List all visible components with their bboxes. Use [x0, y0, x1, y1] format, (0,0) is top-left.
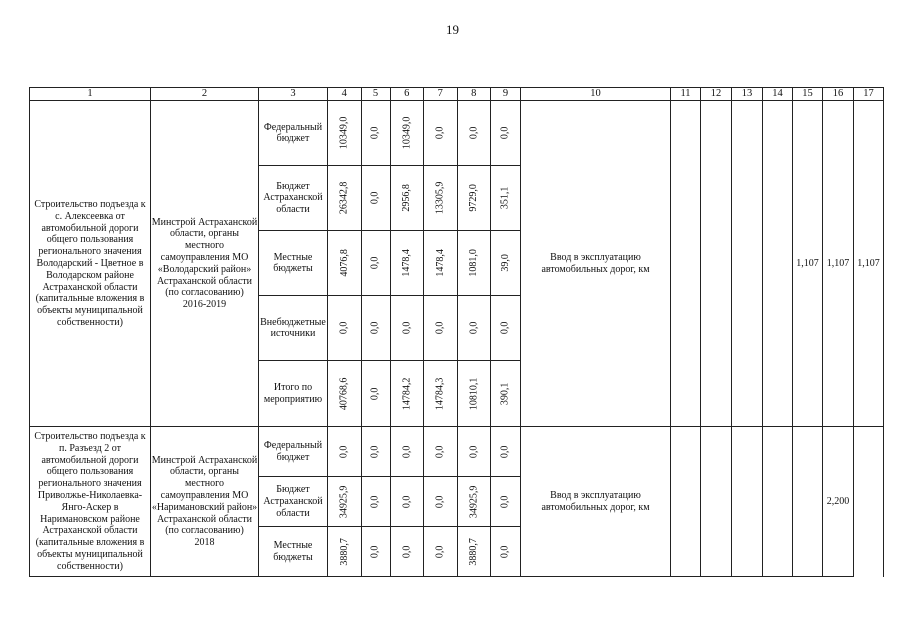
- value-cell: [390, 296, 424, 361]
- value-text: 0,0: [467, 127, 479, 140]
- column-header: 15: [793, 88, 823, 101]
- value-text: 0,0: [434, 495, 446, 509]
- target-cell: [701, 101, 732, 427]
- target-cell: [854, 427, 884, 577]
- value-cell: [361, 477, 390, 527]
- value-cell: [424, 166, 458, 231]
- table-row: [30, 101, 884, 166]
- target-cell: [793, 427, 823, 577]
- column-header: 11: [671, 88, 701, 101]
- header-row: [30, 88, 884, 101]
- target-cell: 2,200: [823, 427, 854, 577]
- target-cell: [763, 427, 793, 577]
- value-cell: [491, 166, 521, 231]
- value-cell: [328, 361, 362, 427]
- value-text: 351,1: [499, 187, 511, 210]
- funding-source: Бюджет Астраханской области: [259, 166, 328, 231]
- value-cell: [457, 527, 491, 577]
- value-cell: [361, 101, 390, 166]
- indicator-cell: Ввод в эксплуатацию автомобильных дорог, км: [521, 101, 671, 427]
- value-text: 34925,9: [467, 485, 479, 519]
- value-text: 0,0: [434, 545, 446, 559]
- budget-table: [29, 87, 884, 577]
- value-cell: [491, 477, 521, 527]
- funding-source: Местные бюджеты: [259, 527, 328, 577]
- value-cell: [424, 101, 458, 166]
- value-text: 4076,8: [338, 249, 350, 278]
- value-cell: [390, 427, 424, 477]
- target-cell: 1,107: [823, 101, 854, 427]
- value-text: 0,0: [338, 445, 350, 459]
- value-text: 40768,6: [338, 377, 350, 411]
- value-text: 0,0: [499, 445, 511, 459]
- value-cell: [491, 296, 521, 361]
- value-cell: [491, 361, 521, 427]
- value-cell: [328, 101, 362, 166]
- value-cell: [457, 231, 491, 296]
- table-row: [30, 427, 884, 477]
- target-cell: [732, 427, 763, 577]
- column-header: 4: [328, 88, 362, 101]
- column-header: 1: [30, 88, 151, 101]
- value-text: 0,0: [369, 322, 381, 335]
- value-text: 1081,0: [467, 249, 479, 278]
- funding-source: Федеральный бюджет: [259, 101, 328, 166]
- value-text: 0,0: [400, 445, 412, 459]
- column-header: 9: [491, 88, 521, 101]
- value-cell: [457, 427, 491, 477]
- value-text: 1478,4: [434, 249, 446, 278]
- column-header: 5: [361, 88, 390, 101]
- column-header: 6: [390, 88, 424, 101]
- value-text: 0,0: [400, 495, 412, 509]
- value-text: 0,0: [369, 387, 381, 401]
- value-cell: [390, 231, 424, 296]
- column-header: 14: [763, 88, 793, 101]
- value-cell: [491, 527, 521, 577]
- project-period: 2018: [194, 537, 215, 549]
- value-text: 0,0: [499, 127, 511, 140]
- funding-source: Внебюджетные источники: [259, 296, 328, 361]
- target-cell: 1,107: [793, 101, 823, 427]
- value-cell: [361, 527, 390, 577]
- column-header: 13: [732, 88, 763, 101]
- value-cell: [328, 477, 362, 527]
- value-cell: [424, 361, 458, 427]
- project-executor: [151, 101, 259, 427]
- value-text: 0,0: [369, 445, 381, 459]
- value-text: 0,0: [434, 445, 446, 459]
- value-text: 2956,8: [400, 184, 412, 213]
- value-cell: [390, 361, 424, 427]
- value-text: 10349,0: [338, 117, 350, 150]
- target-cell: [671, 427, 701, 577]
- executor-text: Минстрой Астраханской области, органы местного самоуправления МО «Наримановский район» Астраханской области (по согласованию): [151, 454, 258, 537]
- column-header: 8: [457, 88, 491, 101]
- target-cell: [763, 101, 793, 427]
- value-text: 0,0: [467, 322, 479, 335]
- value-text: 3880,7: [467, 538, 479, 566]
- target-cell: [671, 101, 701, 427]
- value-text: 14784,3: [434, 377, 446, 411]
- value-cell: [390, 166, 424, 231]
- value-text: 39,0: [499, 254, 511, 273]
- value-text: 0,0: [499, 545, 511, 559]
- column-header: 10: [521, 88, 671, 101]
- value-cell: [491, 231, 521, 296]
- value-cell: [361, 427, 390, 477]
- value-cell: [361, 166, 390, 231]
- value-text: 0,0: [467, 445, 479, 459]
- value-cell: [424, 427, 458, 477]
- value-cell: [491, 427, 521, 477]
- value-text: 0,0: [369, 192, 381, 205]
- value-text: 0,0: [400, 545, 412, 559]
- value-cell: [390, 527, 424, 577]
- value-text: 0,0: [369, 495, 381, 509]
- value-text: 1478,4: [400, 249, 412, 278]
- target-cell: [732, 101, 763, 427]
- value-cell: [491, 101, 521, 166]
- target-cell: 1,107: [854, 101, 884, 427]
- funding-source: Бюджет Астраханской области: [259, 477, 328, 527]
- value-text: 14784,2: [400, 377, 412, 411]
- project-name: Строительство подъезда к п. Разъезд 2 от автомобильной дороги общего пользования регионального значения Приволжье-Николаевка-Янго-Аскер в Наримановском районе Астраханской области (капитальные вложения в объекты муниципальной собственности): [30, 427, 151, 577]
- funding-source: Федеральный бюджет: [259, 427, 328, 477]
- value-text: 34925,9: [338, 485, 350, 519]
- value-text: 0,0: [400, 322, 412, 335]
- value-cell: [424, 477, 458, 527]
- page-number: 19: [446, 22, 459, 37]
- value-cell: [424, 231, 458, 296]
- value-text: 0,0: [434, 322, 446, 335]
- value-cell: [390, 477, 424, 527]
- column-header: 2: [151, 88, 259, 101]
- value-text: 0,0: [369, 257, 381, 270]
- column-header: 12: [701, 88, 732, 101]
- column-header: 3: [259, 88, 328, 101]
- project-executor: [151, 427, 259, 577]
- value-cell: [457, 296, 491, 361]
- value-cell: [328, 296, 362, 361]
- value-cell: [328, 527, 362, 577]
- target-cell: [701, 427, 732, 577]
- value-text: 390,1: [499, 382, 511, 406]
- value-text: 26342,8: [338, 182, 350, 215]
- value-cell: [390, 101, 424, 166]
- project-period: 2016-2019: [182, 299, 227, 311]
- value-text: 10810,1: [467, 377, 479, 411]
- column-header: 7: [424, 88, 458, 101]
- value-cell: [328, 427, 362, 477]
- value-text: 0,0: [499, 322, 511, 335]
- value-cell: [457, 361, 491, 427]
- value-text: 3880,7: [338, 538, 350, 566]
- value-cell: [457, 101, 491, 166]
- value-text: 10349,0: [400, 117, 412, 150]
- column-header: 16: [823, 88, 854, 101]
- value-text: 9729,0: [467, 184, 479, 213]
- project-name: Строительство подъезда к с. Алексеевка от автомобильной дороги общего пользования регионального значения Володарский - Цветное в Володарском районе Астраханской области (капитальные вложения в объекты муниципальной собственности): [30, 101, 151, 427]
- value-cell: [424, 296, 458, 361]
- executor-text: Минстрой Астраханской области, органы местного самоуправления МО «Володарский район» Астраханской области (по согласованию): [151, 216, 258, 299]
- value-text: 0,0: [369, 127, 381, 140]
- value-cell: [424, 527, 458, 577]
- funding-source: Итого по мероприятию: [259, 361, 328, 427]
- value-cell: [328, 231, 362, 296]
- value-cell: [361, 231, 390, 296]
- value-text: 0,0: [369, 545, 381, 559]
- value-text: 13305,9: [434, 182, 446, 215]
- value-cell: [361, 296, 390, 361]
- value-cell: [457, 166, 491, 231]
- value-text: 0,0: [499, 495, 511, 509]
- value-cell: [457, 477, 491, 527]
- value-cell: [328, 166, 362, 231]
- value-text: 0,0: [338, 322, 350, 335]
- indicator-cell: Ввод в эксплуатацию автомобильных дорог, км: [521, 427, 671, 577]
- column-header: 17: [854, 88, 884, 101]
- value-text: 0,0: [434, 127, 446, 140]
- value-cell: [361, 361, 390, 427]
- funding-source: Местные бюджеты: [259, 231, 328, 296]
